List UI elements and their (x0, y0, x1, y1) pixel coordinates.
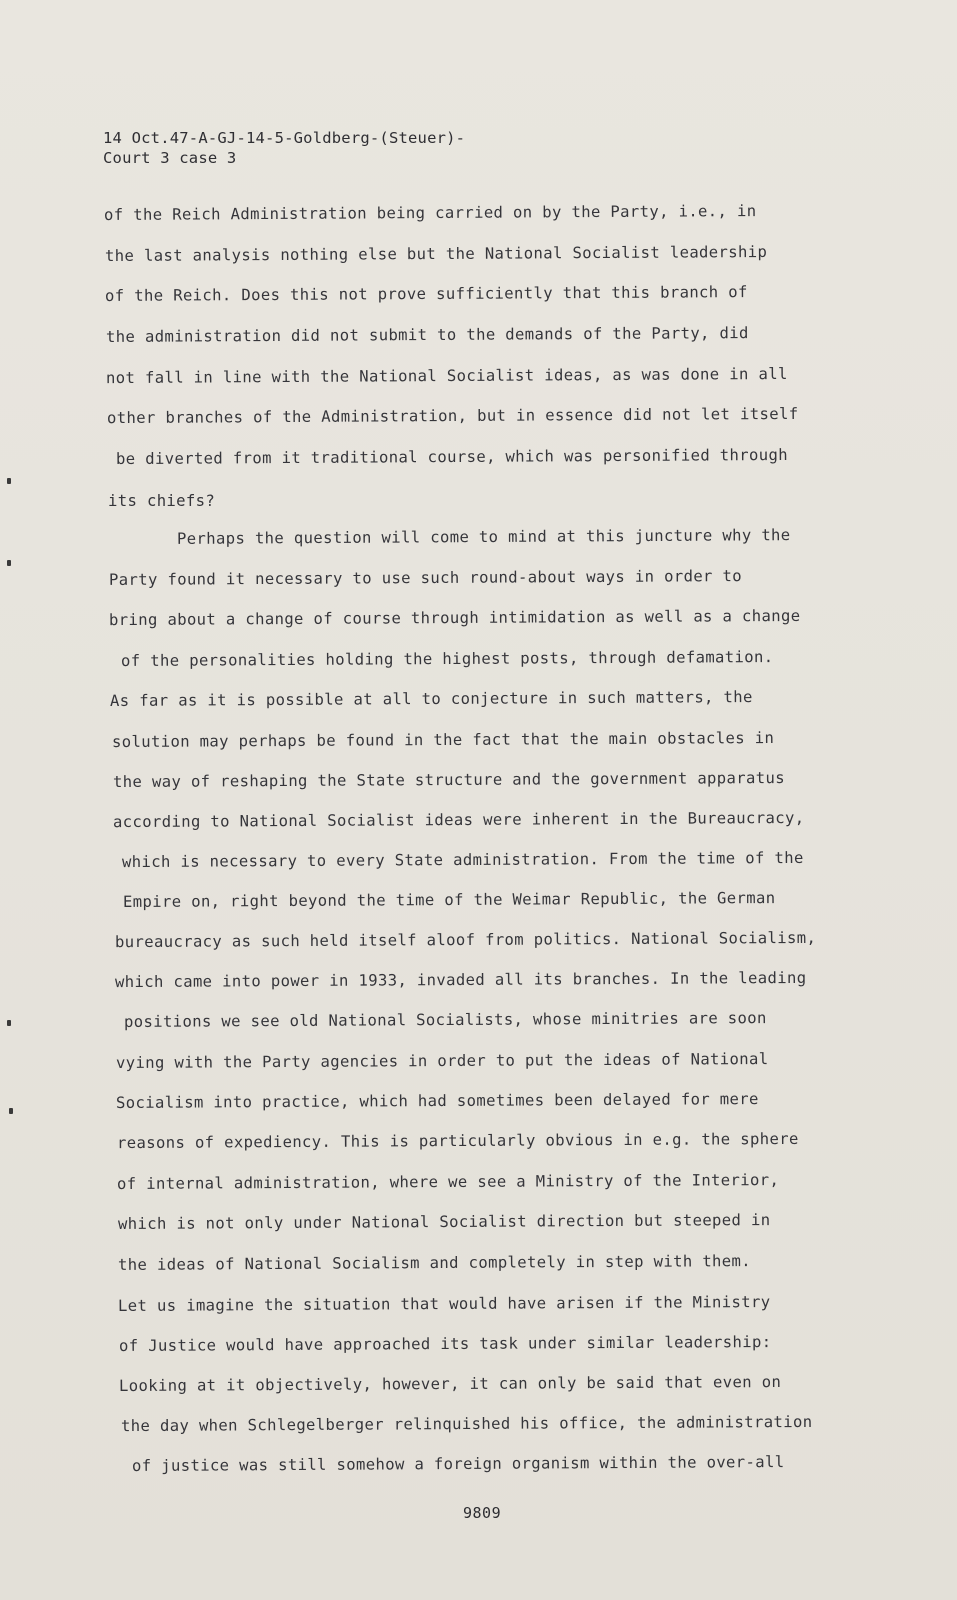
margin-mark (7, 478, 11, 484)
body-line: which is not only under National Socialist direction but steeped in (117, 1211, 771, 1233)
margin-mark (9, 1108, 13, 1114)
body-line: the day when Schlegelberger relinquished his office, the administration (120, 1412, 813, 1436)
body-line: positions we see old National Socialists, whose minitries are soon (123, 1009, 767, 1031)
body-line: the way of reshaping the State structure and the government apparatus (112, 768, 785, 792)
body-line: of the Reich Administration being carried on by the Party, i.e., in (103, 202, 757, 224)
body-line: vying with the Party agencies in order to put the ideas of National (115, 1050, 769, 1072)
body-line: reasons of expediency. This is particularly obvious in e.g. the sphere (116, 1129, 799, 1153)
body-line: of justice was still somehow a foreign organism within the over-all (131, 1453, 785, 1475)
body-line: bureaucracy as such held itself aloof from politics. National Socialism, (114, 928, 817, 952)
body-line: according to National Socialist ideas were inherent in the Bureaucracy, (112, 808, 805, 832)
body-line: Party found it necessary to use such round-about ways in order to (108, 567, 743, 589)
body-line: which is necessary to every State administration. From the time of the (121, 848, 804, 872)
body-line: not fall in line with the National Socialist ideas, as was done in all (105, 364, 788, 388)
body-line: As far as it is possible at all to conjecture in such matters, the (109, 688, 753, 710)
body-line: Socialism into practice, which had sometimes been delayed for mere (115, 1090, 759, 1112)
body-line: other branches of the Administration, but in essence did not let itself (106, 404, 799, 428)
body-line: the ideas of National Socialism and completely in step with them. (117, 1252, 752, 1274)
body-line: be diverted from it traditional course, which was personified through (115, 445, 788, 469)
header-court-line: Court 3 case 3 (103, 149, 237, 167)
body-line: of the personalities holding the highest posts, through defamation. (120, 648, 774, 670)
document-header (103, 128, 465, 168)
body-line: Let us imagine the situation that would have arisen if the Ministry (117, 1293, 771, 1315)
margin-mark (7, 560, 11, 566)
body-line: Perhaps the question will come to mind at this juncture why the (176, 526, 791, 548)
body-line: the last analysis nothing else but the National Socialist leadership (104, 242, 768, 266)
body-line: the administration did not submit to the demands of the Party, did (105, 324, 749, 346)
body-line: Looking at it objectively, however, it can only be said that even on (118, 1372, 782, 1396)
body-line: Empire on, right beyond the time of the Weimar Republic, the German (122, 889, 776, 911)
body-line: which came into power in 1933, invaded all its branches. In the leading (114, 968, 807, 992)
body-line: solution may perhaps be found in the fact that the main obstacles in (111, 728, 775, 752)
header-reference-line: 14 Oct.47-A-GJ-14-5-Goldberg-(Steuer)- (103, 129, 466, 147)
page-number: 9809 (463, 1504, 502, 1522)
body-line: its chiefs? (108, 492, 216, 510)
body-line: of the Reich. Does this not prove sufficiently that this branch of (104, 283, 748, 305)
body-line: bring about a change of course through intimidation as well as a change (108, 606, 801, 630)
body-line: of internal administration, where we see a Ministry of the Interior, (116, 1170, 780, 1194)
margin-mark (7, 1020, 11, 1026)
body-line: of Justice would have approached its task under similar leadership: (118, 1333, 772, 1355)
